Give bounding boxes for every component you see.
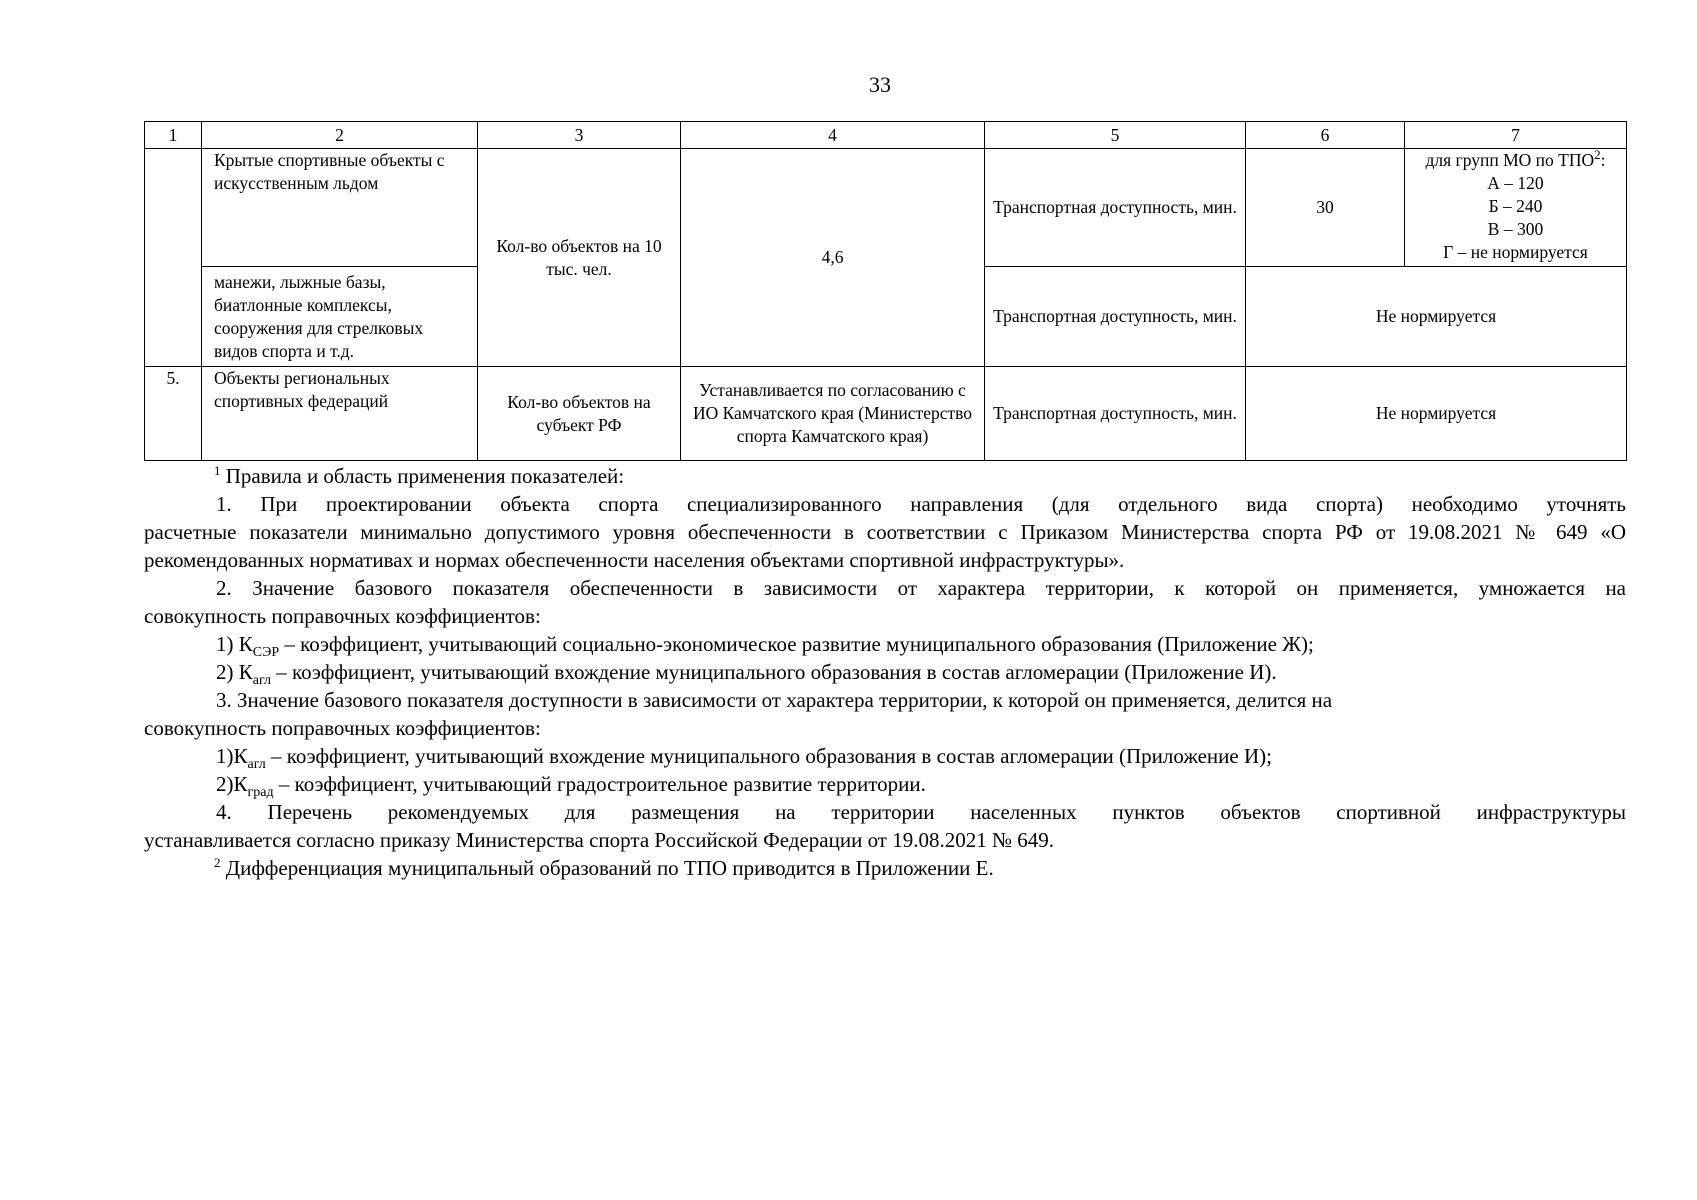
accessibility-value-cell: 30 (1246, 149, 1405, 267)
rule-2-first-line: 2. Значение базового показателя обеспеченности в зависимости от характера территории, к которой он применяется, умножается на (216, 576, 1626, 600)
column-header: 2 (202, 122, 478, 149)
unit-cell: Кол-во объектов на субъект РФ (478, 367, 681, 461)
column-header: 6 (1246, 122, 1405, 149)
rule-1-first-line: 1. При проектировании объекта спорта специализированного направления (для отдельного вида спорта) необходимо уточнять (216, 492, 1626, 516)
page-number: 33 (869, 72, 891, 97)
coefficient-ksep: 1) $К_{СЭР}$ – коэффициент, учитывающий социально-экономическое развитие муниципального образования (Приложение Ж); (216, 632, 1314, 661)
footnote-1-title: $^1$ Правила и область применения показателей: (214, 463, 625, 488)
norm-status-cell: Не нормируется (1246, 367, 1627, 461)
tpo-title: для групп МО по ТПО$^2$: (1425, 147, 1606, 170)
footnote-mark: 2 (1594, 147, 1601, 163)
norm-value-cell: Устанавливается по согласованию с ИО Камчатского края (Министерство спорта Камчатского края) (681, 367, 985, 461)
tpo-group-g: Г – не нормируется (1443, 242, 1588, 262)
row-number-cell: 5. (145, 367, 202, 461)
coefficient-kgrad: $2)К_{град}$ – коэффициент, учитывающий градостроительное развитие территории. (216, 772, 926, 801)
norm-value-cell: 4,6 (681, 149, 985, 367)
coefficient-kagl-2: $1)К_{агл}$ – коэффициент, учитывающий вхождение муниципального образования в состав агломерации (Приложение И); (216, 744, 1272, 773)
column-header: 1 (145, 122, 202, 149)
tpo-group-v: В – 300 (1487, 219, 1544, 239)
facility-name-cell: манежи, лыжные базы, биатлонные комплексы, сооружения для стрелковых видов спорта и т.д. (202, 267, 478, 367)
column-header: 7 (1405, 122, 1627, 149)
table-header-row (145, 122, 1627, 149)
rule-3-first-line: 3. Значение базового показателя доступности в зависимости от характера территории, к которой он применяется, делится на (216, 688, 1333, 712)
footnote-mark: 2 (214, 855, 221, 870)
footnote-mark: 1 (214, 463, 221, 478)
rule-2-text: совокупность поправочных коэффициентов: (144, 604, 541, 628)
footnotes (144, 462, 1626, 882)
tpo-groups-cell (1405, 149, 1627, 267)
rule-3-text: совокупность поправочных коэффициентов: (144, 716, 541, 740)
column-header: 3 (478, 122, 681, 149)
coefficient-kagl: 2) $К_{агл}$ – коэффициент, учитывающий вхождение муниципального образования в состав агломерации (Приложение И). (216, 660, 1277, 689)
row-number-cell (145, 149, 202, 367)
rule-1-text: расчетные показатели минимально допустимого уровня обеспеченности в соответствии с Приказом Министерства спорта РФ от 19.08.2021 № 649 «О рекомендованных нормативах и нормах обеспеченности населения объектами спортивной инфраструктуры». (144, 520, 1626, 572)
unit-cell: Кол-во объектов на 10 тыс. чел. (478, 149, 681, 367)
accessibility-cell: Транспортная доступность, мин. (985, 367, 1246, 461)
accessibility-cell: Транспортная доступность, мин. (985, 267, 1246, 367)
facility-name-cell: Крытые спортивные объекты с искусственным льдом (202, 149, 478, 267)
tpo-group-a: А – 120 (1487, 173, 1544, 193)
column-header: 4 (681, 122, 985, 149)
rule-4-text: устанавливается согласно приказу Министерства спорта Российской Федерации от 19.08.2021 № 649. (144, 828, 1055, 852)
table-row (145, 367, 1627, 461)
accessibility-cell: Транспортная доступность, мин. (985, 149, 1246, 267)
footnote-2: $^2$ Дифференциация муниципальный образований по ТПО приводится в Приложении Е. (214, 855, 994, 880)
rule-4-first-line: 4. Перечень рекомендуемых для размещения на территории населенных пунктов объектов спортивной инфраструктуры (216, 800, 1626, 824)
table-row (145, 149, 1627, 267)
norms-table (144, 121, 1627, 461)
column-header: 5 (985, 122, 1246, 149)
norm-status-cell: Не нормируется (1246, 267, 1627, 367)
facility-name-cell: Объекты региональных спортивных федераций (202, 367, 478, 461)
tpo-group-b: Б – 240 (1488, 196, 1543, 216)
